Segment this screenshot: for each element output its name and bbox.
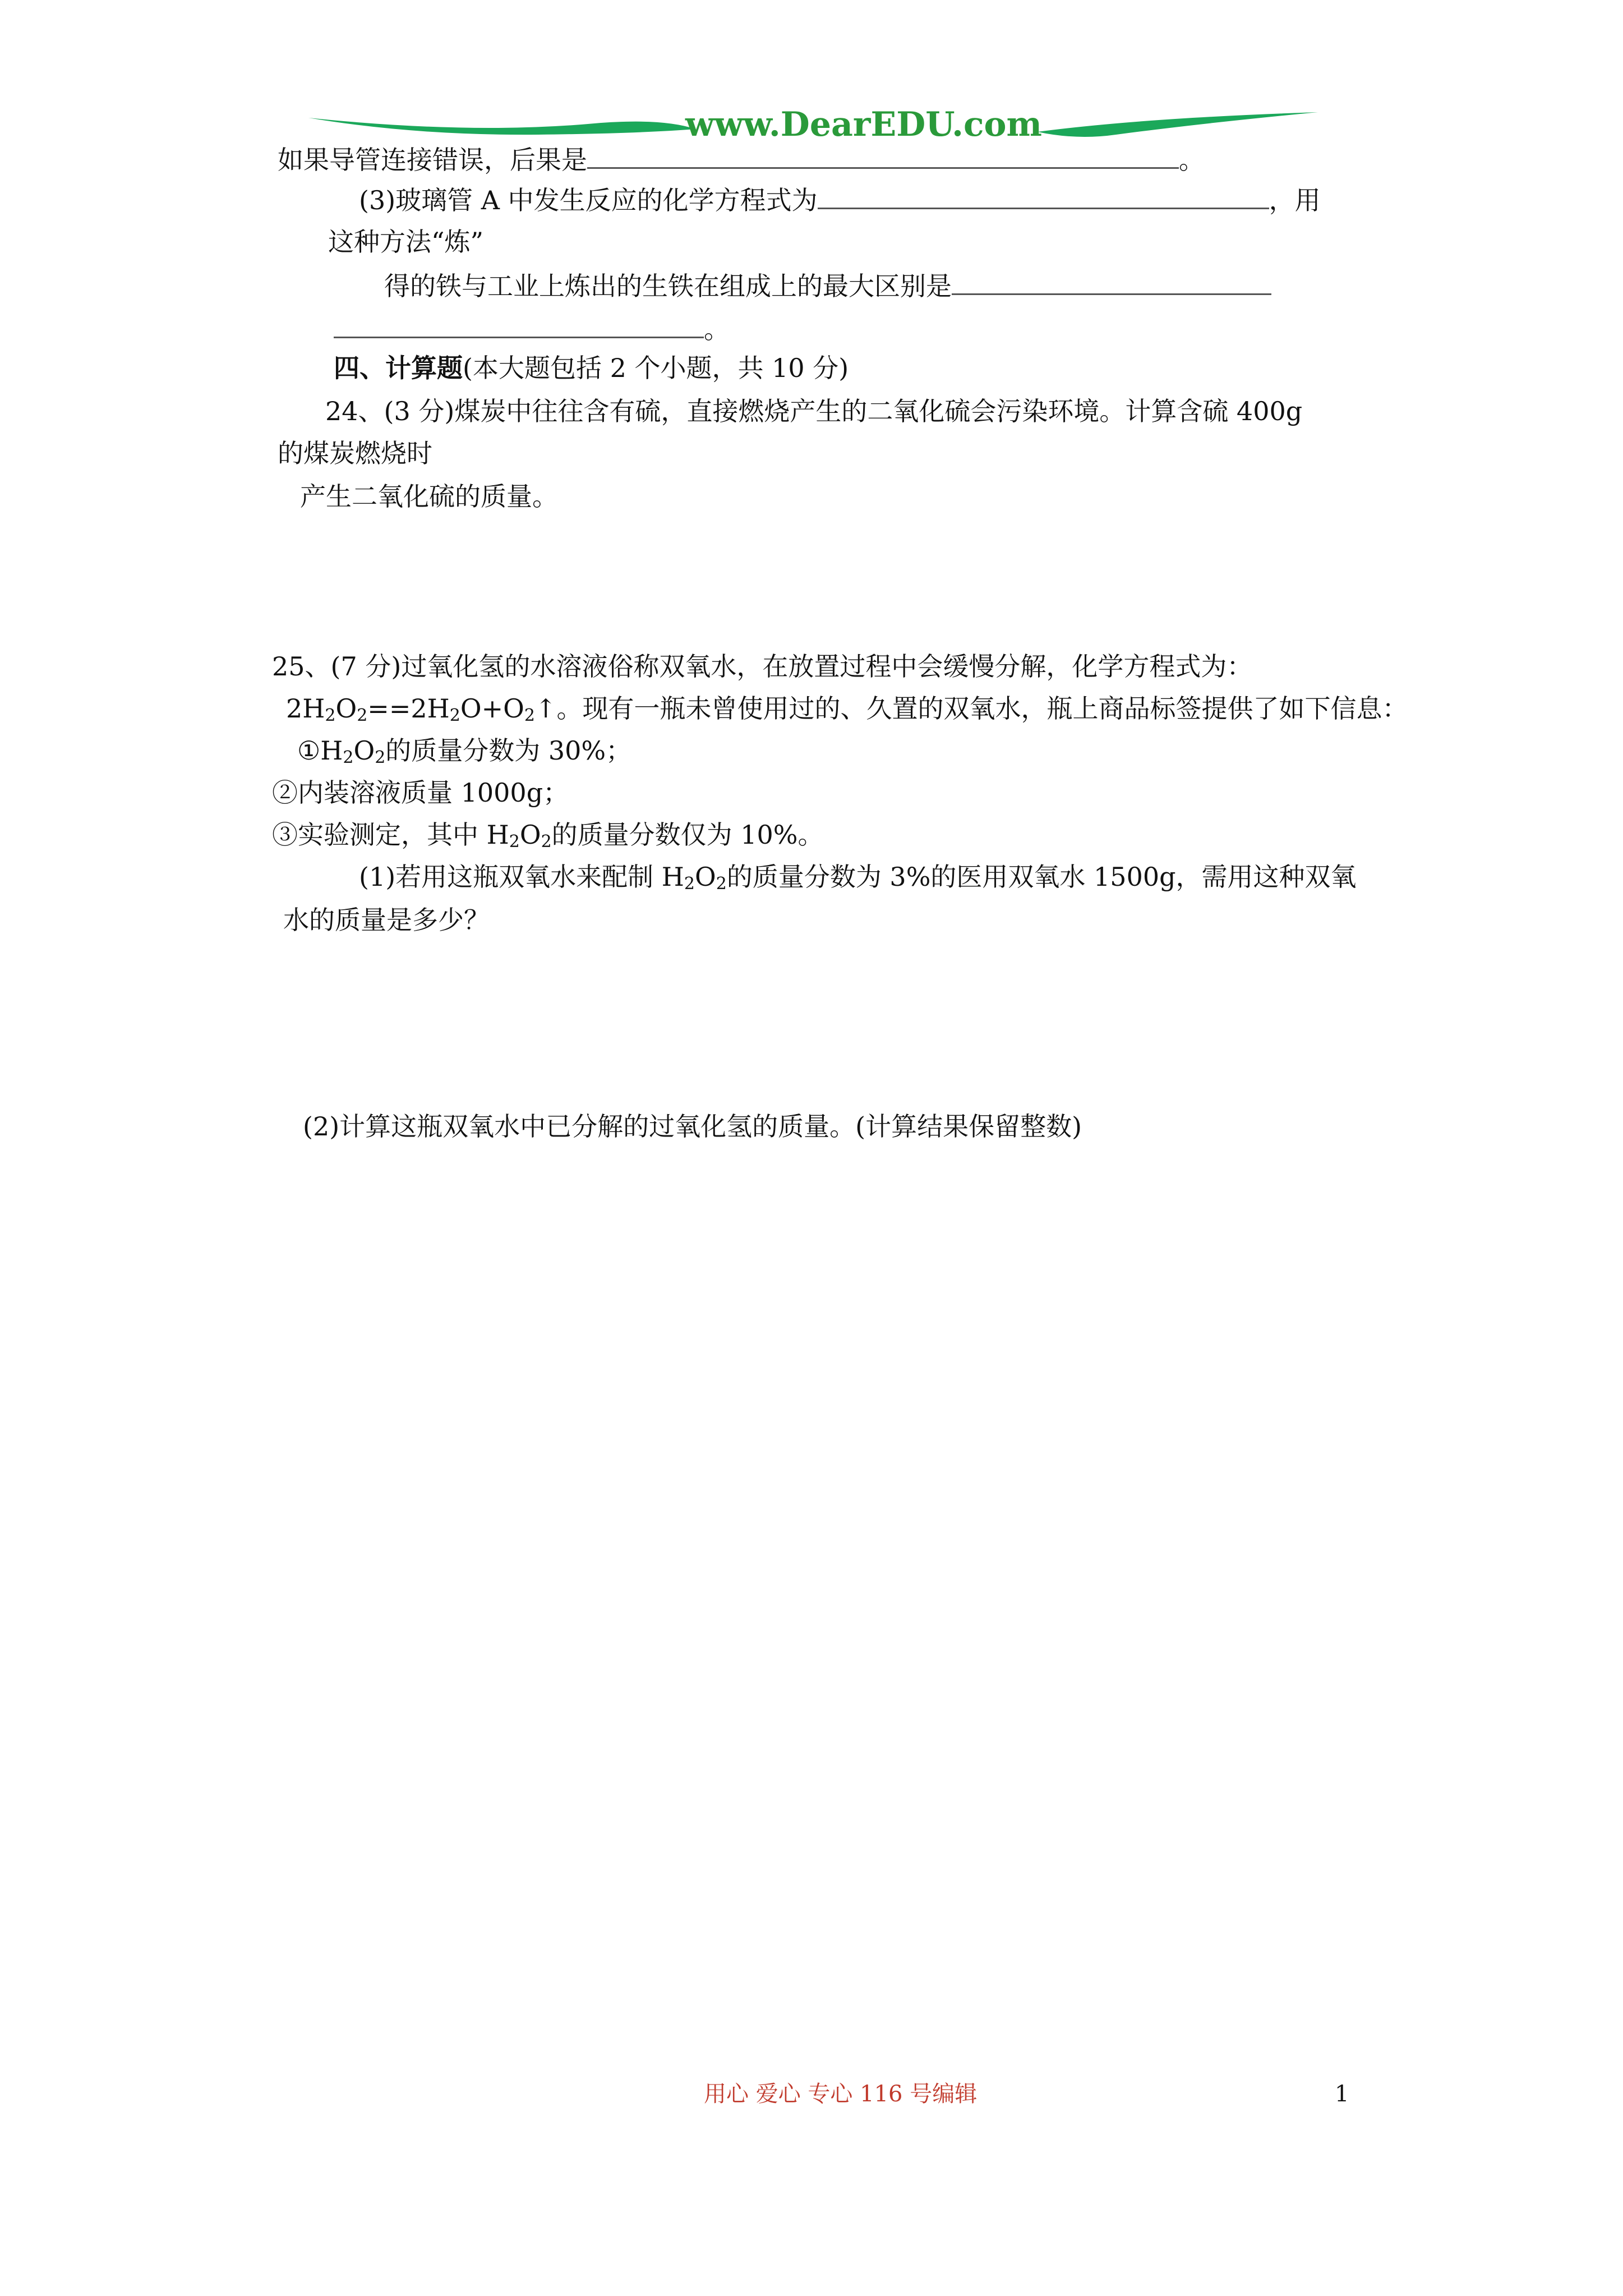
h2o2-formula: $H_2O_2$ <box>320 735 386 767</box>
section4-title: 四、计算题 <box>334 353 463 383</box>
q23-line1-suffix: 。 <box>1179 145 1205 175</box>
q25-info1 <box>297 735 632 767</box>
q25-sub1-line1 <box>359 864 1357 892</box>
h2o2-formula: $H_2O_2$ <box>486 820 552 852</box>
q25-info3 <box>272 822 824 850</box>
sub1-suffix: 的质量分数为 3%的医用双氧水 1500g，需用这种双氧 <box>726 862 1357 892</box>
q25-equation-tail: 。现有一瓶未曾使用过的、久置的双氧水，瓶上商品标签提供了如下信息： <box>556 693 1408 724</box>
info3-text: ③实验测定，其中 <box>272 820 487 850</box>
q25-sub1-line2: 水的质量是多少？ <box>283 905 490 935</box>
q25-sub2: (2)计算这瓶双氧水中已分解的过氧化氢的质量。(计算结果保留整数) <box>303 1111 1082 1142</box>
q23-line4-text: 得的铁与工业上炼出的生铁在组成上的最大区别是 <box>384 271 952 301</box>
q23-line3: 这种方法“炼” <box>328 227 484 257</box>
section4-heading <box>334 355 849 381</box>
footer-text: 用心 爱心 专心 116 号编辑 <box>704 2081 978 2107</box>
info3-suffix: 的质量分数仅为 10%。 <box>551 820 824 850</box>
info1-marker: ① <box>297 735 321 766</box>
h2o2-formula: $H_2O_2$ <box>661 862 727 894</box>
header-banner <box>303 101 1324 151</box>
q23-line1-text: 如果导管连接错误，后果是 <box>278 145 587 175</box>
q23-line2-text: (3)玻璃管 A 中发生反应的化学方程式为 <box>359 185 818 215</box>
q25-line1: 25、(7 分)过氧化氢的水溶液俗称双氧水，在放置过程中会缓慢分解，化学方程式为： <box>272 651 1253 682</box>
banner-swoosh-right <box>1038 112 1318 137</box>
q23-line2 <box>359 185 1321 213</box>
banner-swoosh-left <box>308 118 695 135</box>
site-url-text: www.DearEDU.com <box>685 105 1043 144</box>
q24-line1: 24、(3 分)煤炭中往往含有硫，直接燃烧产生的二氧化硫会污染环境。计算含硫 400g <box>325 396 1303 426</box>
section4-desc: (本大题包括 2 个小题，共 10 分) <box>463 353 849 383</box>
answer-blank-2[interactable] <box>818 185 1269 209</box>
q23-line5 <box>334 314 730 342</box>
q23-line1 <box>278 145 1205 173</box>
info1-text: 的质量分数为 30%； <box>385 735 632 766</box>
answer-blank-4[interactable] <box>334 314 704 338</box>
q24-line3: 产生二氧化硫的质量。 <box>300 481 558 512</box>
q25-equation-line <box>286 693 1408 725</box>
answer-blank-1[interactable] <box>587 145 1179 169</box>
answer-blank-3[interactable] <box>952 271 1271 295</box>
q23-line2-suffix: ，用 <box>1269 185 1321 215</box>
q24-line2: 的煤炭燃烧时 <box>278 438 432 468</box>
chemical-equation: $2H_2O_2==2H_2O+O_2↑$ <box>286 693 557 725</box>
q23-line5-suffix: 。 <box>704 314 730 344</box>
sub1-prefix: (1)若用这瓶双氧水来配制 <box>359 862 662 892</box>
page-number: 1 <box>1335 2081 1349 2107</box>
q23-line4 <box>384 271 1271 299</box>
q25-info2: ②内装溶液质量 1000g； <box>272 777 569 808</box>
